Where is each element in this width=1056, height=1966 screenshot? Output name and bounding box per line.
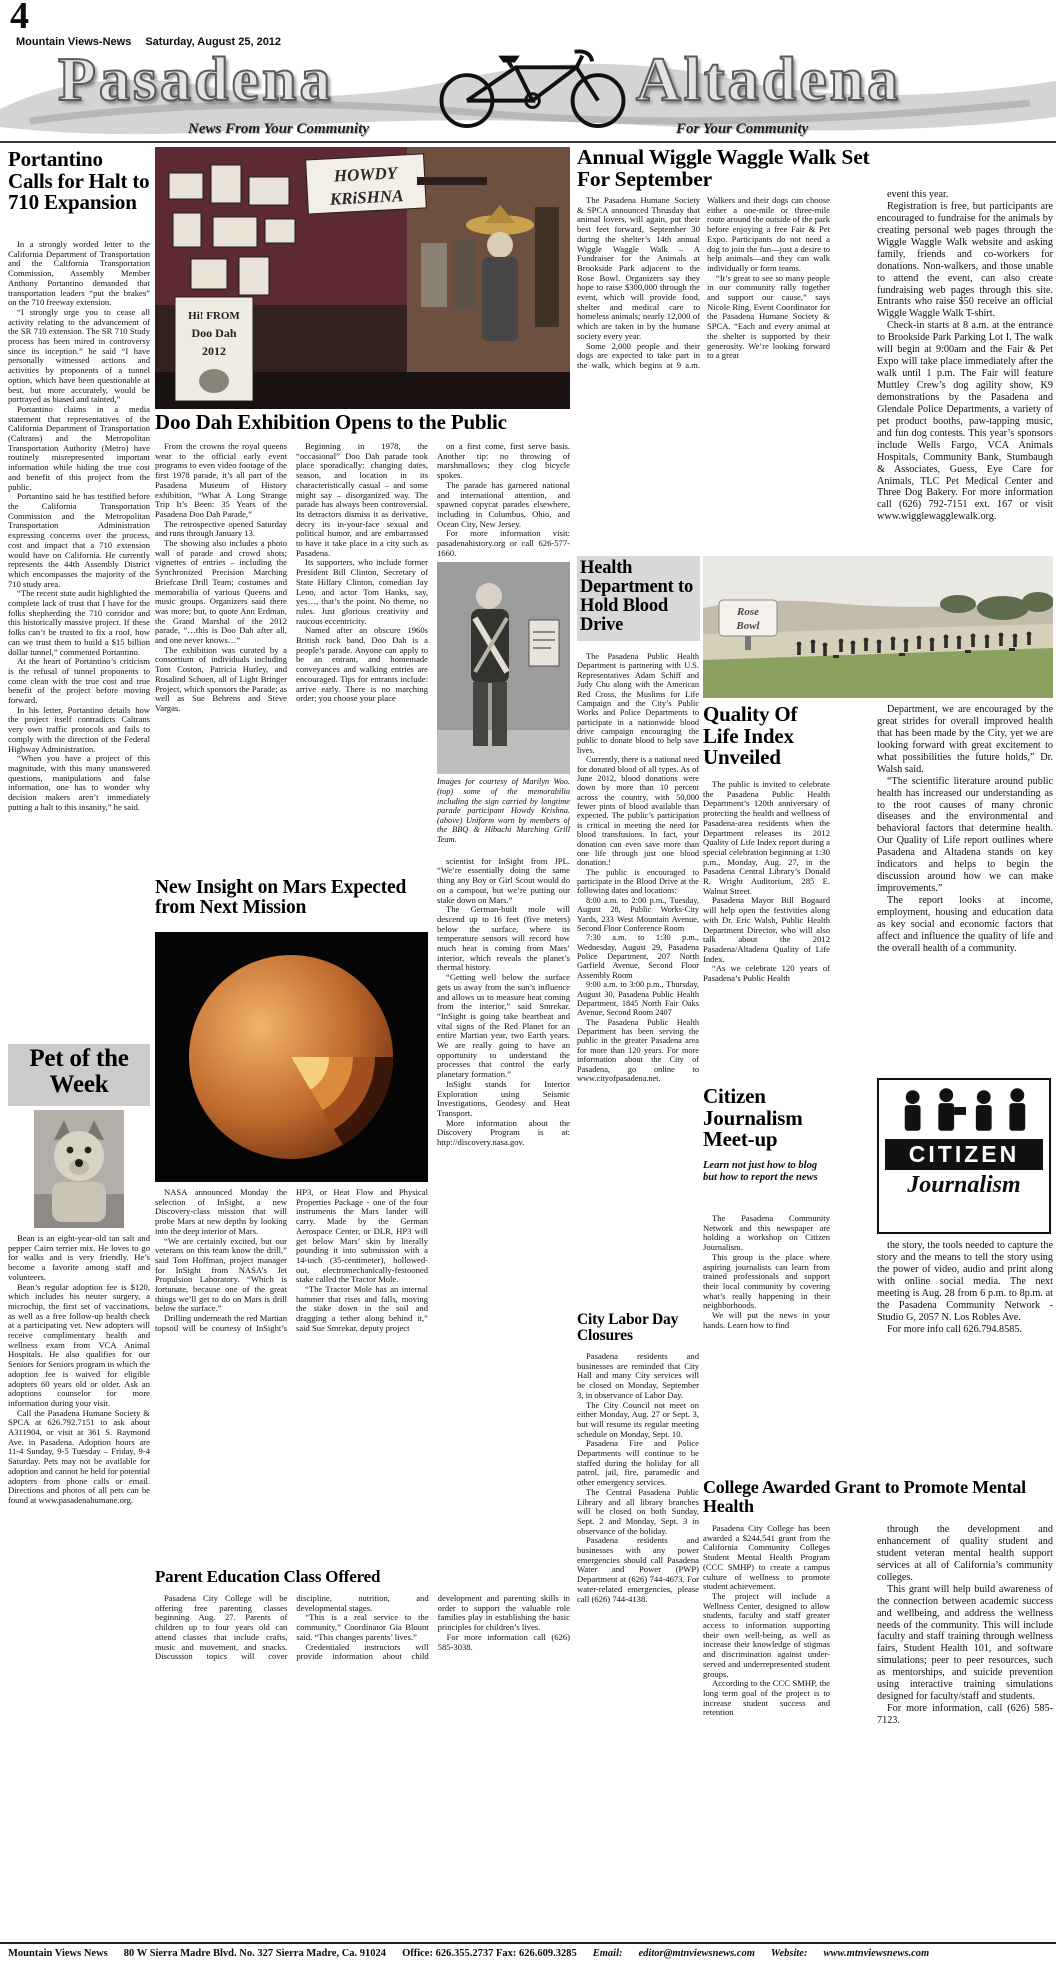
footer-website-label: Website: xyxy=(770,1948,808,1959)
masthead xyxy=(0,47,1056,143)
paragraph: on a first come, first serve basis. Another tip: no throwing of marshmallows; they clog bicycle spokes. xyxy=(437,442,570,481)
article-mars-continued xyxy=(437,857,570,1562)
headline-mars: New Insight on Mars Expected from Next Mission xyxy=(155,877,407,919)
paragraph: Portantino claims in a media statement that representatives of the California Department of Transportation (Caltrans) and the Metropolitan Transportation Authority (Metro) have routinely misrepresented important information while hiding the true cost and benefit of this project from the public. xyxy=(8,403,150,492)
footer-office: Office: 626.355.2737 Fax: 626.609.3285 xyxy=(402,1948,577,1959)
paragraph: For more information, call (626) 585-7123. xyxy=(877,1703,1053,1726)
paragraph: The project will include a Wellness Center, designed to allow students, faculty and staff greater access to information supporting their own well-being, as well as increase their knowledge of stigmas and discrimination against under-served and underrepresented student groups. xyxy=(703,1590,830,1679)
paragraph: For more information visit: pasadenahistory.org or call 626-577-1660. xyxy=(437,528,570,558)
paragraph: The Pasadena Community Network and this newspaper are holding a workshop on Citizen Journalism. xyxy=(703,1214,830,1253)
middle-third-column xyxy=(437,442,570,1562)
paragraph: Call the Pasadena Humane Society & SPCA at 626.792.7151 to ask about A311904, or visit at 361 S. Raymond Ave. in Pasadena. Adoption hours are 11-4 Sunday, 9-5 Tuesday – Friday, 9-4 Saturday. Pets may not be available for adoption and cannot be held for potential adopters from phone calls or email. Directions and photos of all pets can be found at www.pasadenahumane.org. xyxy=(8,1407,150,1505)
footer-website: www.mtnviewsnews.com xyxy=(823,1948,930,1959)
citizen-journalism-logo xyxy=(877,1078,1051,1234)
footer-email: editor@mtnviewsnews.com xyxy=(638,1948,755,1959)
citizen-logo-word: CITIZEN xyxy=(885,1139,1043,1170)
paragraph: Its supporters, who include former President Bill Clinton, Secretary of State Hillary Clinton, comedian Jay Leno, and actor Tom Hanks, say, yes…, that’s the point. No theme, no rules. Just glorious creativity and raucous eccentricity. xyxy=(296,557,428,626)
wiggle-waggle-walk-photo xyxy=(703,556,1053,698)
poster-text: 2012 xyxy=(202,344,226,358)
headline-quality-of-life: Quality Of Life Index Unveiled xyxy=(703,702,798,770)
paragraph: The exhibition was curated by a consortium of individuals including Tom Coston, Patricia Hurley, and Rosalind Schoen, all of Light Bringer Project, which sponsors the Parade; as well as Sue Behrens and Steve Vargas. xyxy=(155,644,287,713)
paragraph: The Pasadena Public Health Department is partnering with U.S. Representatives Adam Schiff and Judy Chu along with the American Red Cross, the Muslims for Life Campaign and the City’s Public Works and Police Departments to participate in a nationwide blood drive campaign encouraging the public to donate blood to help save lives. xyxy=(577,652,699,755)
article-doodah xyxy=(155,442,428,876)
page-number: 4 xyxy=(10,0,29,37)
paragraph: The report looks at income, employment, housing and education data as key social and economic factors that affect and influence the quality of life and the overall health of a community. xyxy=(877,895,1053,954)
paragraph: The Pasadena Public Health Department has been serving the public in the greater Pasadena area for more than 120 years. For more information about the City of Pasadena, go online to www.cityofpasadena.net. xyxy=(577,1017,699,1083)
doodah-exhibit-photo xyxy=(155,147,570,409)
paragraph: “It’s great to see so many people in our community rally together and support our cause,” says Nicole Ring, Event Coordinator for the Pasadena Humane Society & SPCA. “Each and every animal at the shelter is supported by their generosity. We’re looking forward to a great xyxy=(707,272,830,361)
paragraph: Bean’s regular adoption fee is $120, which includes his neuter surgery, a microchip, the first set of vaccinations, as well as a free follow-up health check at a participating vet. New adopters will receive complimentary health and wellness exam from VCA Animal Hospitals. He also qualifies for our Seniors for Seniors program in which the adoption fee is waived for eligible adopters 60 years old or older. Ask an adoptions counselor for more information during your visit. xyxy=(8,1281,150,1408)
paragraph: 8:00 a.m. to 2:00 p.m., Tuesday, August 28, Public Works-City Yards, 233 West Mountain Avenue, Second Floor Conference Room xyxy=(577,895,699,933)
headline-wiggle-waggle: Annual Wiggle Waggle Walk Set For September xyxy=(577,145,870,192)
headline-pet-of-the-week: Pet of the Week xyxy=(8,1044,150,1106)
sign-text: KRiSHNA xyxy=(329,186,404,209)
headline-labor-day: City Labor Day Closures xyxy=(577,1311,679,1344)
paragraph: Some 2,000 people and their dogs are expected to take part in the walk, which begins at 9 a.m. Walkers and their dogs can choose either a one-mile or three-mile route around the outside of the park before enjoying a free Fair & Pet Expo. Participants do not need a dog to join the fun—just a desire to help animals—and they can walk individually or form teams. xyxy=(577,196,830,370)
article-labor-day xyxy=(577,1352,699,1940)
article-wiggle-waggle-continued xyxy=(877,189,1053,553)
pet-dog-photo xyxy=(34,1110,124,1228)
sign-text: Rose xyxy=(737,606,759,618)
paragraph: Pasadena residents and businesses are reminded that City Hall and many City services will be closed on Monday, September 3, in observance of Labor Day. xyxy=(577,1352,699,1400)
doodah-poster xyxy=(175,297,253,401)
paragraph: 9:00 a.m. to 3:00 p.m., Thursday, August 30, Pasadena Public Health Department, 1845 North Fair Oaks Avenue, Second Room 2407 xyxy=(577,980,699,1018)
paragraph: In his letter, Portantino details how the project itself contradicts Caltrans very own traffic protocols and fails to comply with the direction of the Federal Highway Administration. xyxy=(8,704,150,754)
paragraph: We will put the news in your hands. Learn how to find xyxy=(703,1310,830,1330)
headline-blood-drive: Health Department to Hold Blood Drive xyxy=(577,556,700,641)
article-college-grant xyxy=(703,1524,830,1940)
article-citizen-journalism-continued xyxy=(877,1240,1053,1478)
paragraph: Bean is an eight-year-old tan salt and pepper Cairn terrier mix. He loves to go for walks and is very friendly. He’s become a favorite among staff and volunteers. xyxy=(8,1234,150,1282)
article-doodah-continued xyxy=(437,442,570,558)
paragraph: InSight stands for Interior Exploration using Seismic Investigations, Geodesy and Heat Transport. xyxy=(437,1078,570,1118)
article-parent-education xyxy=(155,1594,570,1940)
paragraph: This group is the place where aspiring journalists can learn from trained professionals and support their local community by covering what’s really happening in their neighborhoods. xyxy=(703,1251,830,1311)
paragraph: Registration is free, but participants are encouraged to fundraise for the animals by creating personal web pages through the Wiggle Waggle Walk website and asking family, friends and co-workers for donations. Non-walkers, and those unable to attend the event, can also create fundraising web pages through this site. Entrants who raise $50 receive an official Wiggle Waggle Walk T-shirt. xyxy=(877,200,1053,320)
journalists-silhouette-graphic xyxy=(885,1084,1043,1136)
sign-text: HOWDY xyxy=(333,163,398,186)
paragraph: NASA announced Monday the selection of InSight, a new Discovery-class mission that will probe Mars at new depths by looking into the deep interior of Mars. xyxy=(155,1188,287,1236)
paragraph: The public is invited to celebrate the Pasadena Public Health Department’s 120th anniversary of protecting the health and wellness of Pasadena-area residents when the Department releases its 2012 Quality of Life Index report during a special celebration beginning at 1:30 p.m., Monday, Aug. 27, in the Pasadena Central Library’s Donald R. Wright Auditorium, 285 E. Walnut Street. xyxy=(703,780,830,896)
paper-name: Mountain Views-News xyxy=(16,36,132,48)
paragraph: Pasadena City College has been awarded a $244,541 grant from the California Community Colleges Student Mental Health Program (CCC SMHP) to create a campus culture of wellness to promote student achievement. xyxy=(703,1524,830,1592)
paragraph: through the development and enhancement of quality student and student veteran mental health support services at all of California’s community colleges. xyxy=(877,1524,1053,1583)
paragraph: event this year. xyxy=(887,189,949,200)
paragraph: The public is encouraged to participate in the Blood Drive at the following dates and locations: xyxy=(577,867,699,896)
journalism-logo-word: Journalism xyxy=(907,1172,1021,1198)
paragraph: “We are certainly excited, but our veterans on this team know the drill,” said Tom Hoffman, project manager for InSight from NASA’s Jet Propulsion Laboratory. “Which is fortunate, because one of the great things we’ll get to do on Mars is drill below the surface.” xyxy=(155,1235,287,1314)
bicycle-icon xyxy=(420,33,645,133)
paragraph: Department, we are encouraged by the great strides for overall improved health that has been made by the City, yet we are looking forward with great excitement to what possibilities the future holds,” Dr. Walsh said. xyxy=(877,704,1053,775)
paragraph: 7:30 a.m. to 1:30 p.m., Wednesday, August 29, Pasadena Police Department, 207 North Garfield Avenue, Second Floor Assembly Room xyxy=(577,933,699,980)
paragraph: “The scientific literature around public health has increased our understanding as to the root causes of many chronic diseases and the environmental and behavioral factors that determine health. Our Quality of Life report outlines where Pasadena and Altadena stands on key indicators and helps to begin the discussion around how we can make improvements.” xyxy=(877,775,1053,895)
paragraph: scientist for InSight from JPL. “We’re essentially doing the same thing any Boy or Girl Scout would do on a campout, but we’re putting our stake down on Mars.” xyxy=(437,856,570,905)
paragraph: The showing also includes a photo wall of parade and crowd shots; vignettes of entries – including the Synchronized Precision Marching Briefcase Drill Team; costumes and memorabilia of various Queens and music groups. Organizers said there was more; but, to quote Ann Erdman, the Grand Marshal of the 2012 parade, “…this is Doo Dah after all, and one never knows…” xyxy=(155,538,287,646)
article-portantino xyxy=(8,240,150,1040)
article-blood-drive xyxy=(577,652,699,1300)
paragraph: Named after an obscure 1960s British rock band, Doo Dah is a people’s parade. Anyone can apply to be an entrant, and homemade conveyances and walking entries are encouraged. Tips for entrants include: arrive early. There is no marching order; you choose your place xyxy=(296,625,428,704)
masthead-title-altadena: Altadena xyxy=(636,46,902,114)
article-college-grant-continued xyxy=(877,1524,1053,1940)
paragraph: “This is a real service to the community,” Coordinator Gia Blount said. “This changes parents’ lives.” xyxy=(296,1612,429,1642)
sign-text: Bowl xyxy=(736,620,760,632)
footer-address: 80 W Sierra Madre Blvd. No. 327 Sierra Madre, Ca. 91024 xyxy=(123,1948,387,1959)
paragraph: For more info call 626.794.8585. xyxy=(887,1323,1022,1335)
footer xyxy=(0,1942,1056,1959)
issue-date: Saturday, August 25, 2012 xyxy=(145,36,282,48)
paragraph: According to the CCC SMHP, the long term goal of the project is to increase student success and retention xyxy=(703,1678,830,1718)
article-wiggle-waggle xyxy=(577,196,830,554)
paragraph: the story, the tools needed to capture the story and the means to tell the story using the power of video, audio and print along with online social media. The next meeting is Aug. 28 from 6 p.m. to 8p.m. at the Pasadena Community Network - Studio G, 2057 N. Los Robles Ave. xyxy=(877,1240,1053,1323)
paragraph: Beginning in 1978, the “occasional” Doo Dah parade took place sporadically: changing dates, season, and location in its characteristically casual – and some might say – disorganized way. The parade has always been controversial. Its detractors dismiss it as derivative, decry its in-your-face sexual and political humor, and are embarrassed to have it take place in a city such as Pasadena. xyxy=(296,442,428,558)
paragraph: Pasadena residents and businesses with any power emergencies should call Pasadena Water and Power (PWP) Department at (626) 744-4673. For water-related emergencies, please call (626) 744-4138. xyxy=(577,1535,699,1604)
paragraph: The parade has garnered national and international attention, and spawned copycat parades elsewhere, including in Columbus, Ohio, and Ocean City, New Jersey. xyxy=(437,479,570,529)
article-citizen-journalism xyxy=(703,1214,830,1476)
paragraph: Credentialed instructors will provide information about child development and parenting skills in order to support the valuable role families play in establishing the basic principles for children’s lives. xyxy=(296,1594,570,1662)
paragraph: This grant will help build awareness of the connection between academic success and wellbeing, and address the wellness needs of the community. This will include faculty and staff training through wellness fairs, Student Health 101, and software simulations; peer to peer resources, such as mentorships, and suicide prevention using interactive training simulations designed for faculty/staff and students. xyxy=(877,1583,1053,1703)
paragraph: Pasadena Mayor Bill Bogaard will help open the festivities along with Dr. Eric Walsh, Public Health Department Director, who will also talk about the 2012 Pasadena/Altadena Quality of Life Index. xyxy=(703,895,830,964)
paragraph: “Getting well below the surface gets us away from the sun’s influence and allows us to measure heat coming from the interior,” said Smrekar. “InSight is going take heartbeat and vital signs of the Red Planet for an entire Martian year, two Earth years. We are really going to have an opportunity to understand the processes that control the early planetary formation.” xyxy=(437,972,570,1080)
article-quality-of-life xyxy=(703,780,830,1082)
headline-citizen-journalism: Citizen Journalism Meet-up xyxy=(703,1084,803,1152)
paragraph: Check-in starts at 8 a.m. at the entrance to Brookside Park Parking Lot I. The walk will begin at 9:00am and the Fair & Pet Expo will take place immediately after the walk until 1 p.m. The Fair will feature Muttley Crew’s dog agility show, K9 demonstrations by the Pasadena and Glendale Police Departments, a variety of pet product booths, paw-tapping music, and fun dog contests. This year’s sponsors include Wells Fargo, VCA Animals Hospitals, Community Bank, Stumbaugh & Associates, Guess, Eye Care for Animals, TLC Pet Medical Center and Three Dog Bakery. For more information call (626) 792-7151 ext. 167 or visit www.wigglewagglewalk.org. xyxy=(877,320,1053,523)
paragraph: “The Tractor Mole has an internal hammer that rises and falls, moving the stake down in the soil and dragging a tether along behind it,” said Sue Smrekar, deputy project xyxy=(296,1284,428,1333)
tagline-left: News From Your Community xyxy=(188,121,370,137)
paragraph: The retrospective opened Saturday and runs through January 13. xyxy=(155,518,287,539)
poster-text: Doo Dah xyxy=(191,326,237,340)
tagline-right: For Your Community xyxy=(676,121,809,137)
headline-college-grant: College Awarded Grant to Promote Mental Health xyxy=(703,1477,1026,1516)
footer-paper-name: Mountain Views News xyxy=(8,1948,108,1959)
paragraph: “I strongly urge you to cease all activity relating to the advancement of the SR 710 extension. The SR 710 Study process has been mired in controversy since its inception.” he said “I have personally witnessed actions and activities by proponents of a tunnel option, which have been questionable at best, but more accurately, would be portrayed as biased and tainted,” xyxy=(8,306,150,405)
paragraph: Portantino said he has testified before the California Transportation Commission and the Metropolitan Transportation Administration expressing concerns over the process, cost and impact that a 710 extension would have on California. He currently represents the 44th Assembly District which encompasses the majority of the 710 study area. xyxy=(8,491,150,589)
footer-email-label: Email: xyxy=(592,1948,623,1959)
paragraph: Drilling underneath the red Martian topsoil will be courtesy of InSight’s HP3, or Heat Flow and Physical Properties Package - one of the four instruments the Mars lander will carry. Made by the German Aerospace Center, or DLR, HP3 will get below Mars’ skin by literally pounding it into submission with a 14-inch (35-centimeter), hollowed-out, electromechanically-festooned stake called the Tractor Mole. xyxy=(155,1188,428,1333)
masthead-title-pasadena: Pasadena xyxy=(58,46,334,114)
headline-portantino: Portantino Calls for Halt to 710 Expansion xyxy=(8,147,150,215)
paragraph: Currently, there is a national need for donated blood of all types. As of June 2012, blood donations were down by more than 10 percent across the country, with 50,000 fewer pints of blood available than expected. The public’s participation is critical in meeting the need for blood transfusions. In fact, your donation can even save more than one life through just one blood donation.! xyxy=(577,755,699,868)
paragraph: “As we celebrate 120 years of Pasadena’s Public Health xyxy=(703,963,830,984)
poster-text: Hi! FROM xyxy=(188,310,240,322)
paragraph: “The recent state audit highlighted the complete lack of trust that I have for the folks shepherding the 710 corridor and this historically massive project. If these folks can’t be trusted to fix a roof, how can we trust them to build a $15 billion dollar tunnel,” commented Portantino. xyxy=(8,588,150,657)
howdy-krishna-uniform-photo xyxy=(437,562,570,774)
headline-doodah: Doo Dah Exhibition Opens to the Public xyxy=(155,410,507,434)
paragraph: “When you have a project of this magnitude, with this many unanswered questions, manipulations and false information, one has to wonder why decision makers aren’t immediately putting a halt to this insanity,” he said. xyxy=(8,753,150,812)
howdy-krishna-sign xyxy=(306,154,427,214)
paragraph: The Pasadena Humane Society & SPCA announced Thrusday that animal lovers, will again, put their best feet forward, September 30 during the shelter’s 14th annual Wiggle Waggle Walk – A Fundraiser for the Animals at Brookside Park adjacent to the Rose Bowl. Organizers say they hope to raise $300,000 through the event, which will provide food, shelter and medical care to homeless animals; nearly 12,000 of which are taken in by the humane society every year. xyxy=(577,196,700,341)
paragraph: For more information call (626) 585-3038. xyxy=(437,1631,570,1652)
citizen-journalism-subhead: Learn not just how to blog but how to report the news xyxy=(703,1160,818,1184)
paragraph: From the crowns the royal queens wear to the official early event programs to even video footage of the first 1978 parade, it’s all part of the Pasadena Museum of History exhibition, “What A Long Strange Trip It’s Been: 35 Years of the Pasadena Doo Dah Parade,” xyxy=(155,442,287,519)
article-quality-of-life-continued xyxy=(877,704,1053,1074)
paragraph: Pasadena Fire and Police Departments will continue to be staffed during the holiday for all patrol, jail, fire, paramedic and other emergency services. xyxy=(577,1438,699,1488)
paragraph: More information about the Discovery Program is at: http://discovery.nasa.gov. xyxy=(437,1117,570,1148)
doodah-photo-caption: Images for courtesy of Marilyn Woo. (top) some of the memorabilia including the sign carried by longtime parade participant Howdy Krishna. (above) Uniform worn by members of the BBQ & Hibachi Marching Grill Team. xyxy=(437,777,570,845)
paragraph: At the heart of Portantino’s criticism is the refusal of tunnel proponents to come clean with the true cost and true benefit of the project before moving forward. xyxy=(8,656,150,706)
headline-parent-education: Parent Education Class Offered xyxy=(155,1567,381,1586)
paragraph: The German-built mole will descend up to 16 feet (five meters) below the surface, where its temperature sensors will record how much heat is coming from Mars’ interior, which reveals the planet’s thermal history. xyxy=(437,904,570,973)
article-mars xyxy=(155,1188,428,1562)
mars-cutaway-image xyxy=(155,932,428,1182)
paragraph: The City Council not meet on either Monday, Aug. 27 or Sept. 3, but will resume its regular meeting schedule on Monday, Sept. 10. xyxy=(577,1399,699,1439)
paragraph: The Central Pasadena Public Library and all library branches will be closed on both Sunday, Sept. 2 and Monday, Sept. 3 in observance of the holiday. xyxy=(577,1486,699,1536)
paragraph: Pasadena City College will be offering free parenting classes beginning Aug. 27. Parents of children up to four years old can attend classes that include crafts, music and movement, and snacks. Discussion topics will cover discipline, nutrition, and developmental stages. xyxy=(155,1594,429,1662)
paragraph: In a strongly worded letter to the California Department of Transportation and the California Transportation Commission, Assembly Member Anthony Portantino demanded that transportation leaders “put the brakes” on the 710 freeway extension. xyxy=(8,240,150,308)
article-pet-of-the-week xyxy=(8,1234,150,1940)
